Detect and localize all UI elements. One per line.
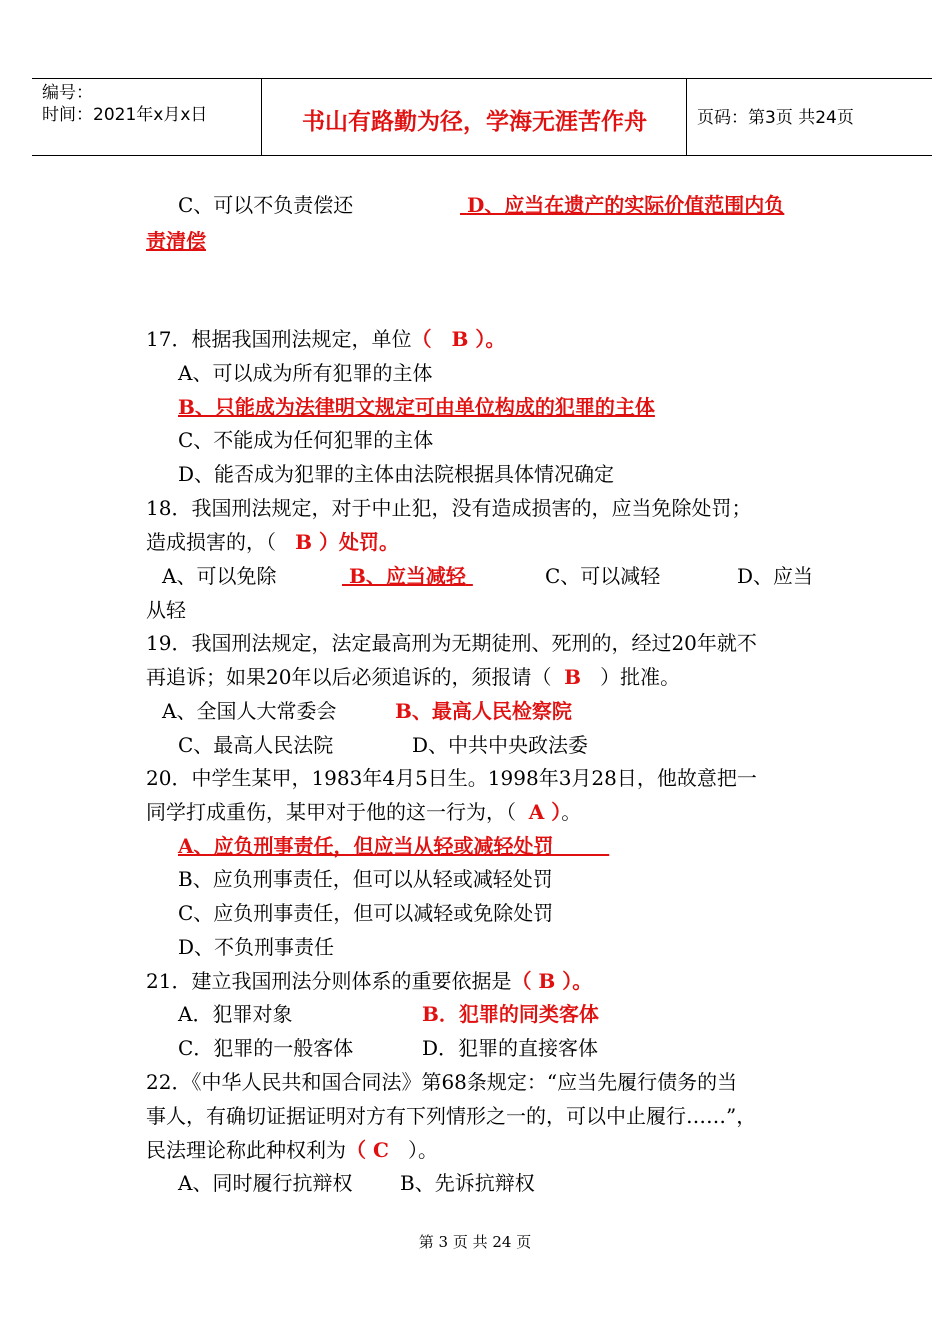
q19-option-b: B、最高人民检察院 xyxy=(395,699,572,723)
q19-option-c: C、最高人民法院 xyxy=(178,733,334,757)
q16-option-d-line2: 责清偿 xyxy=(146,229,206,253)
q17-option-d: D、能否成为犯罪的主体由法院根据具体情况确定 xyxy=(178,462,615,486)
header-bottom-rule xyxy=(32,155,932,156)
q17-option-b: B、只能成为法律明文规定可由单位构成的犯罪的主体 xyxy=(178,395,655,419)
q18-option-d-line1: D、应当 xyxy=(737,564,814,588)
q19-stem-line1: 19．我国刑法规定，法定最高刑为无期徒刑、死刑的，经过20年就不 xyxy=(146,631,757,655)
q21-option-a: A．犯罪对象 xyxy=(178,1002,293,1026)
q22-option-b: B、先诉抗辩权 xyxy=(400,1171,535,1195)
q19-stem-line2: 再追诉；如果20年以后必须追诉的，须报请（ B ）批准。 xyxy=(146,665,681,689)
q18-answer: B ）处罚。 xyxy=(295,530,399,554)
q18-option-d-line2: 从轻 xyxy=(146,598,186,622)
q18-option-b: B、应当减轻 xyxy=(348,564,466,588)
q17-answer: （ B ）。 xyxy=(411,327,506,351)
q20-option-d: D、不负刑事责任 xyxy=(178,935,335,959)
header-time-label: 时间：2021年x月x日 xyxy=(42,105,208,125)
q22-option-a: A、同时履行抗辩权 xyxy=(178,1171,353,1195)
q21-option-d: D．犯罪的直接客体 xyxy=(422,1036,599,1060)
q21-option-b: B．犯罪的同类客体 xyxy=(422,1002,599,1026)
q21-stem: 21．建立我国刑法分则体系的重要依据是（ B ）。 xyxy=(146,969,593,993)
q22-answer: （ C xyxy=(346,1138,389,1162)
q19-option-d: D、中共中央政法委 xyxy=(412,733,589,757)
q20-stem-line2: 同学打成重伤，某甲对于他的这一行为，（ A ）。 xyxy=(146,800,582,824)
q20-option-b: B、应负刑事责任，但可以从轻或减轻处罚 xyxy=(178,867,553,891)
q22-stem-line3: 民法理论称此种权利为（ C ）。 xyxy=(146,1138,438,1162)
page-footer: 第 3 页 共 24 页 xyxy=(418,1233,532,1251)
q18-option-a: A、可以免除 xyxy=(162,564,277,588)
q18-stem-line1: 18．我国刑法规定，对于中止犯，没有造成损害的，应当免除处罚； xyxy=(146,496,752,520)
q16-option-c: C、可以不负责偿还 xyxy=(178,193,354,217)
header-top-rule xyxy=(32,78,932,79)
q20-option-c: C、应负刑事责任，但可以减轻或免除处罚 xyxy=(178,901,554,925)
q21-answer: （ B ）。 xyxy=(511,969,593,993)
q20-stem-line1: 20．中学生某甲，1983年4月5日生。1998年3月28日，他故意把一 xyxy=(146,766,757,790)
q17-stem: 17．根据我国刑法规定，单位（ B ）。 xyxy=(146,327,506,351)
q19-option-a: A、全国人大常委会 xyxy=(162,699,337,723)
header-page-code: 页码：第3页 共24页 xyxy=(697,108,854,128)
q22-stem-line2: 事人，有确切证据证明对方有下列情形之一的，可以中止履行……”， xyxy=(146,1104,757,1128)
q18-stem-line2: 造成损害的，（ B ）处罚。 xyxy=(146,530,399,554)
q22-stem-line1: 22．《中华人民共和国合同法》第68条规定：“应当先履行债务的当 xyxy=(146,1070,738,1094)
q16-option-d-line1: D、应当在遗产的实际价值范围内负 xyxy=(466,193,785,217)
q21-option-c: C．犯罪的一般客体 xyxy=(178,1036,354,1060)
q17-option-c: C、不能成为任何犯罪的主体 xyxy=(178,428,434,452)
q17-option-a: A、可以成为所有犯罪的主体 xyxy=(178,361,433,385)
q20-option-a: A、应负刑事责任，但应当从轻或减轻处罚 xyxy=(178,834,554,858)
q20-answer: A ） xyxy=(528,800,562,824)
header-motto: 书山有路勤为径，学海无涯苦作舟 xyxy=(302,109,647,135)
header-number-label: 编号： xyxy=(42,83,93,103)
q19-answer: B xyxy=(564,665,582,689)
q18-option-c: C、可以减轻 xyxy=(545,564,661,588)
